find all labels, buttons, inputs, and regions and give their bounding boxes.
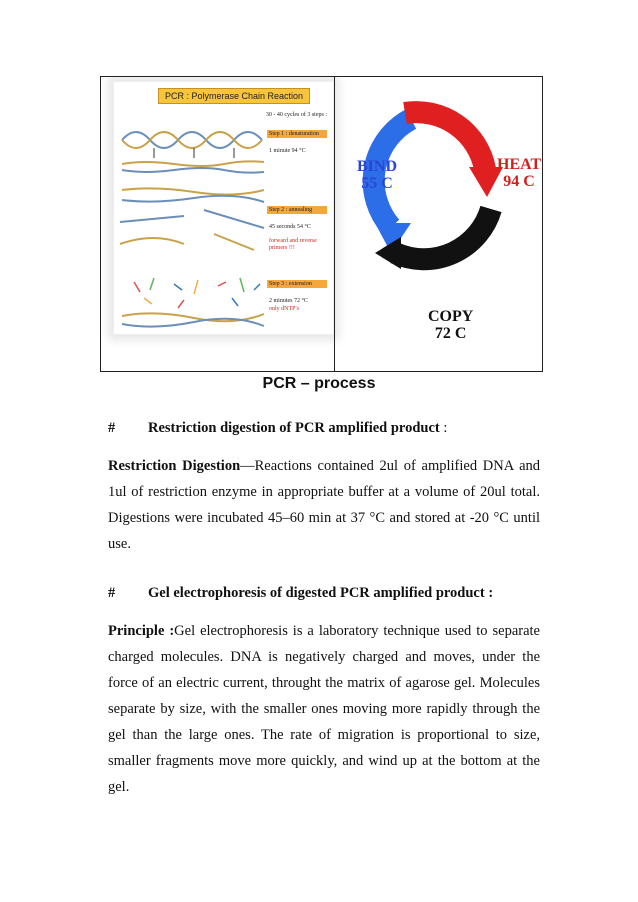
step1-note: 1 minute 94 °C — [269, 148, 306, 154]
heat-label: HEAT 94 C — [497, 156, 542, 190]
step2-label: Step 2 : annealing — [267, 206, 327, 214]
section1-heading — [108, 420, 447, 437]
section2-heading-text: Gel electrophoresis of digested PCR amplified product : — [148, 585, 494, 601]
section2-lead: Principle : — [108, 623, 175, 639]
step1-label: Step 1 : denaturation — [267, 130, 327, 138]
section1-heading-text: Restriction digestion of PCR amplified product — [148, 420, 440, 436]
step3-label: Step 3 : extension — [267, 280, 327, 288]
figure-caption: PCR – process — [262, 375, 376, 392]
pcr-title: PCR : Polymerase Chain Reaction — [158, 88, 310, 104]
section2-heading — [108, 585, 493, 602]
section2-hash: # — [108, 585, 116, 601]
bind-label: BIND 55 C — [357, 158, 398, 192]
pcr-diagram — [113, 81, 334, 335]
section1-heading-colon: : — [439, 420, 448, 436]
pcr-figure — [100, 76, 543, 372]
section2-paragraph — [108, 618, 540, 800]
section1-lead: Restriction Digestion — [108, 458, 241, 474]
step2-note2: forward and reverse primers !!! — [269, 238, 317, 251]
copy-label: COPY 72 C — [428, 308, 474, 342]
step3-note2: only dNTP's — [269, 306, 299, 312]
section2-body: Gel electrophoresis is a laboratory technique used to separate charged molecules. DNA is negatively charged and moves, under the force of an electric current, throught the matrix of agarose gel. Molecules separate by size, with the smaller ones moving more rapidly through the gel than the large ones. The rate of migration is proportional to size, smaller fragments move more quickly, and wind up at the bottom at the gel. — [108, 623, 540, 795]
section1-paragraph — [108, 453, 540, 557]
step3-note: 2 minutes 72 °C — [269, 298, 308, 304]
section1-body: —Reactions contained 2ul of amplified DNA and 1ul of restriction enzyme in appropriate buffer at a volume of 20ul total. Digestions were incubated 45–60 min at 37 °C and stored at -20 °C until use. — [108, 458, 541, 552]
step2-note: 45 seconds 54 °C — [269, 224, 311, 230]
cycles-label: 30 - 40 cycles of 3 steps : — [265, 112, 327, 118]
section1-hash: # — [108, 420, 116, 436]
